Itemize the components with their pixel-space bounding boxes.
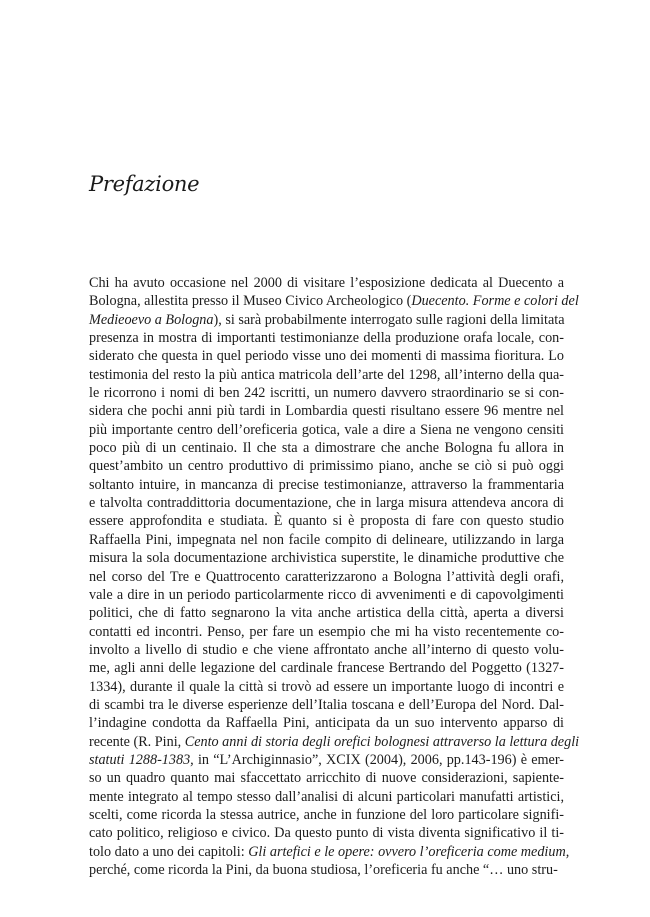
italic-text-segment: Cento anni di storia degli orefici bolognesi attraverso la lettura degli — [184, 733, 580, 750]
text-line — [89, 568, 564, 586]
text-line — [89, 659, 564, 677]
text-segment: Chi ha avuto occasione nel 2000 di visitare l’esposizione dedicata al Duecento a — [89, 275, 564, 291]
text-line — [89, 751, 564, 769]
text-line — [89, 824, 564, 842]
text-segment: vale a dire in un periodo particolarmente ricco di avvenimenti e di capovolgimenti — [89, 586, 564, 603]
text-segment: misura la sola documentazione archivistica superstite, le dinamiche produttive che — [89, 550, 564, 567]
text-segment: sidera che pochi anni più tardi in Lombardia questi risultano essere 96 mentre nel — [89, 403, 564, 420]
text-segment: soltanto intuire, in mancanza di precise testimonianze, attraverso la frammentaria — [89, 476, 564, 493]
text-line — [89, 274, 564, 292]
text-segment: in “L’Archiginnasio”, XCIX (2004), 2006, pp.143-196) è emer- — [193, 751, 565, 768]
text-segment: presenza in mostra di importanti testimonianze della produzione orafa locale, con- — [89, 330, 564, 347]
text-segment: quest’ambito un centro produttivo di primissimo piano, anche se ciò si può oggi — [89, 458, 564, 475]
text-line — [89, 623, 564, 641]
text-line — [89, 384, 564, 402]
text-line — [89, 494, 564, 512]
text-line — [89, 586, 564, 604]
text-segment: più importante centro dell’oreficeria gotica, vale a dire a Siena ne vengono censiti — [89, 421, 564, 438]
text-segment: ), si sarà probabilmente interrogato sulle ragioni della limitata — [213, 311, 565, 328]
text-segment: nel corso del Tre e Quattrocento caratterizzarono a Bologna l’attività degli orafi, — [89, 568, 564, 585]
text-segment: so un quadro quanto mai sfaccettato arricchito di nuove considerazioni, sapiente- — [89, 770, 564, 787]
italic-text-segment: Duecento. Forme e colori del — [411, 293, 579, 310]
text-line — [89, 476, 564, 494]
italic-text-segment: statuti 1288-1383, — [89, 751, 194, 768]
text-line — [89, 696, 564, 714]
text-segment: scelti, come ricorda la stessa autrice, anche in funzione del loro particolare signifi- — [89, 806, 564, 823]
text-line — [89, 366, 564, 384]
text-segment: Raffaella Pini, impegnata nel non facile compito di delineare, utilizzando in larga — [89, 531, 564, 548]
text-line — [89, 769, 564, 787]
text-segment: essere approfondita e studiata. È quanto si è proposta di fare con questo studio — [89, 513, 564, 530]
text-line — [89, 806, 564, 824]
text-line — [89, 733, 580, 751]
text-segment: contatti ed incontri. Penso, per fare un esempio che mi ha visto recentemente co- — [89, 623, 564, 640]
text-segment: mente integrato al tempo stesso dall’analisi di alcuni particolari manufatti artistici, — [89, 788, 564, 805]
text-segment: politici, che di fatto segnarono la vita anche artistica della città, aperta a diversi — [89, 605, 564, 622]
text-line — [89, 549, 564, 567]
text-segment: perché, come ricorda la Pini, da buona studiosa, l’oreficeria fu anche “… uno stru- — [89, 862, 558, 878]
text-segment: di scambi tra le diverse esperienze dell’Italia toscana e dell’Europa del Nord. Dal- — [89, 696, 564, 713]
text-segment: involto a livello di studio e che viene affrontato anche all’interno di questo volu- — [89, 641, 564, 658]
text-segment: l’indagine condotta da Raffaella Pini, anticipata da un suo intervento apparso di — [89, 715, 564, 732]
text-segment: me, agli anni delle legazione del cardinale francese Bertrando del Poggetto (1327- — [89, 660, 564, 677]
text-line — [89, 714, 564, 732]
text-segment: siderato che questa in quel periodo visse uno dei momenti di massima fioritura. Lo — [89, 348, 564, 365]
text-segment: testimonia del resto la più antica matricola dell’arte del 1298, all’interno della qua- — [89, 366, 564, 383]
text-line — [89, 421, 564, 439]
text-line — [89, 439, 564, 457]
text-segment: tolo dato a uno dei capitoli: — [89, 843, 249, 860]
text-segment: le ricorrono i nomi di ben 242 iscritti, un numero davvero straordinario se si con- — [89, 385, 564, 402]
text-line — [89, 329, 564, 347]
text-line — [89, 531, 564, 549]
text-line — [89, 311, 564, 329]
text-segment: recente (R. Pini, — [89, 733, 185, 750]
text-line — [89, 678, 564, 696]
text-line — [89, 788, 564, 806]
text-line — [89, 347, 564, 365]
chapter-heading: Prefazione — [89, 172, 200, 196]
text-line — [89, 402, 564, 420]
text-segment: cato politico, religioso e civico. Da questo punto di vista diventa significativo il ti- — [89, 825, 564, 842]
text-line — [89, 292, 579, 310]
text-line — [89, 512, 564, 530]
text-line — [89, 641, 564, 659]
text-line — [89, 604, 564, 622]
text-segment: 1334), durante il quale la città si trovò ad essere un importante luogo di incontri e — [89, 678, 564, 695]
text-line — [89, 843, 570, 861]
text-segment: poco più di un centinaio. Il che sta a dimostrare che anche Bologna fu allora in — [89, 440, 564, 457]
text-line — [89, 861, 564, 879]
text-segment: e talvolta contraddittoria documentazione, che in larga misura attendeva ancora di — [89, 495, 564, 512]
italic-text-segment: Medieoevo a Bologna — [89, 311, 214, 328]
text-segment: Bologna, allestita presso il Museo Civico Archeologico ( — [89, 293, 412, 310]
italic-text-segment: Gli artefici e le opere: ovvero l’oreficeria come medium, — [248, 843, 570, 860]
body-paragraph — [89, 274, 580, 879]
text-line — [89, 457, 564, 475]
